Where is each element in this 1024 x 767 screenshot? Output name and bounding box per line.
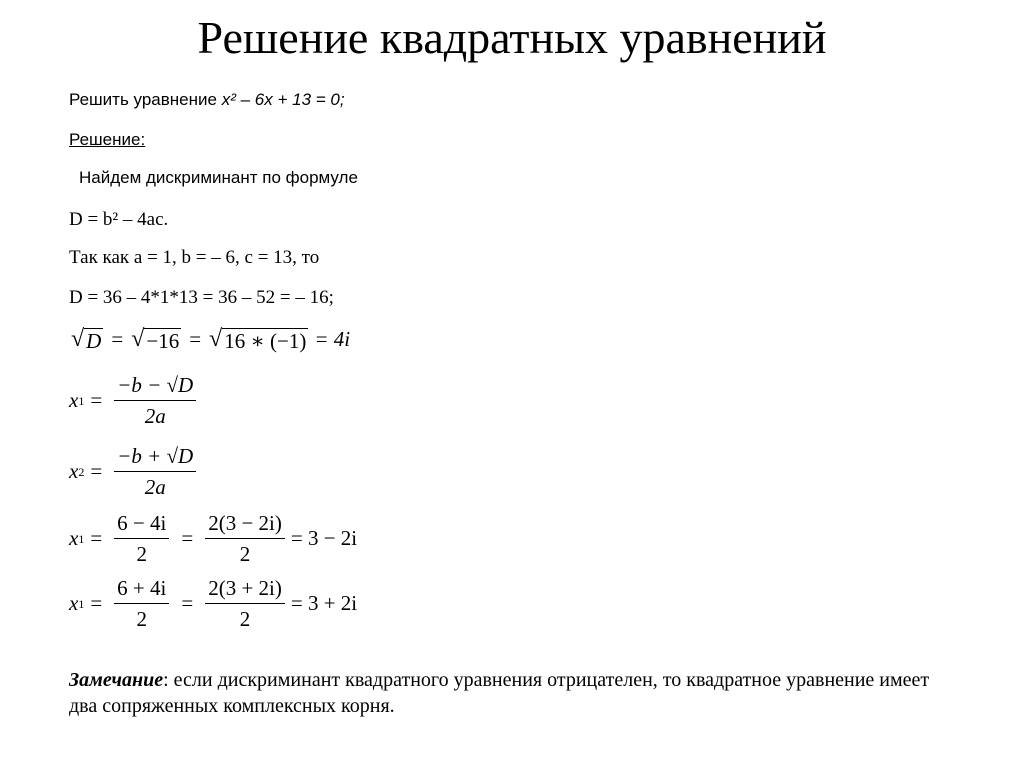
note-paragraph	[69, 667, 949, 719]
root-formula-x1: x 1 = $\frac{-b - √D}{2a}$	[69, 372, 202, 429]
note-text: : если дискриминант квадратного уравнения отрицателен, то квадратное уравнение имеет два сопряженных комплексных корня.	[69, 669, 930, 717]
task-line	[69, 88, 345, 112]
radical: √ 16 ∗ (−1)	[209, 326, 307, 353]
page-title: Решение квадратных уравнений	[197, 12, 827, 63]
task-equation: x² – 6x + 13 = 0;	[221, 90, 345, 109]
solution-label: Решение:	[69, 130, 146, 149]
discriminant-value: D = 36 – 4*1*13 = 36 – 52 = – 16;	[69, 287, 334, 308]
sqrt-discriminant-line: √ D = √ −16 = √ 16 ∗ (−1) = 4i	[71, 326, 351, 353]
coefficients-line: Так как a = 1, b = – 6, c = 13, то	[69, 247, 320, 268]
fraction: $\frac{6 + 4i}{2}$	[114, 575, 169, 632]
root-formula-x2: x 2 = $\frac{-b + √D}{2a}$	[69, 443, 202, 500]
note-label: Замечание	[69, 669, 164, 691]
find-discriminant-text: Найдем дискриминант по формуле	[79, 168, 358, 187]
fraction: $\frac{6 - 4i}{2}$	[114, 510, 169, 567]
fraction: $\frac{-b - √D}{2a}$	[114, 372, 196, 429]
discriminant-formula: D = b² – 4ac.	[69, 209, 169, 230]
task-label: Решить уравнение	[69, 90, 217, 109]
fraction: $\frac{-b + √D}{2a}$	[114, 443, 196, 500]
computed-root-1: x 1 = $\frac{6 - 4i}{2}$ = $\frac{2(3 - 2i)}{2}$ = 3 − 2i	[69, 511, 358, 566]
fraction: $\frac{2(3 + 2i)}{2}$	[205, 575, 285, 632]
fraction: $\frac{2(3 - 2i)}{2}$	[205, 510, 285, 567]
computed-root-2: x 1 = $\frac{6 + 4i}{2}$ = $\frac{2(3 + 2i)}{2}$ = 3 + 2i	[69, 576, 358, 631]
radical: √ −16	[131, 326, 180, 353]
radical: √ D	[71, 326, 102, 353]
